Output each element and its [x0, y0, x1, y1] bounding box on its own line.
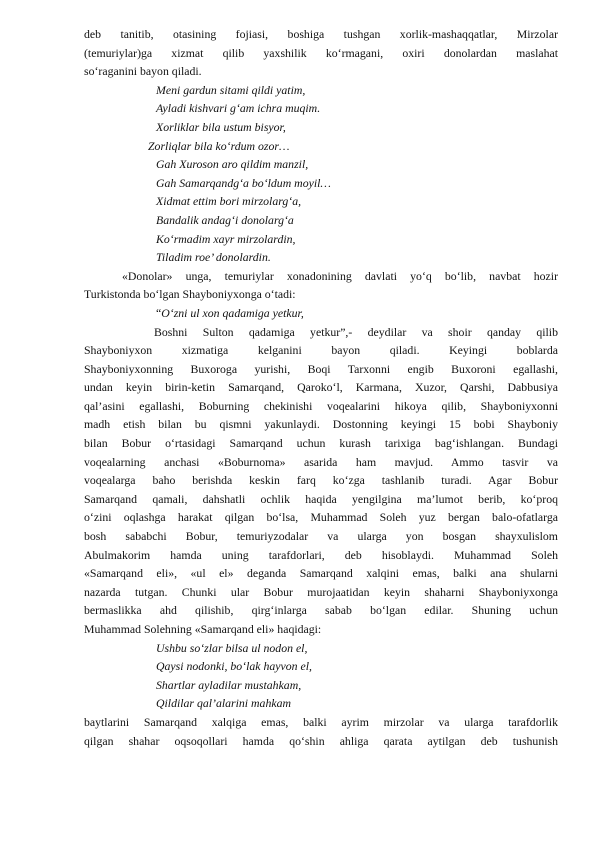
poem-stanza-2 [84, 639, 558, 713]
verse-line: Xorliklar bila ustum bisyor, [156, 119, 286, 134]
verse-line: Qildilar qal’alarini mahkam [156, 696, 292, 711]
verse-line: Gah Samarqandg‘a bo‘ldum moyil… [156, 175, 331, 190]
verse-line: Xidmat ettim bori mirzolarg‘a, [156, 194, 302, 209]
text-line: o‘zini oqlashga harakat qilgan bo‘lsa, Muhammad Soleh yuz bergan balo-ofatlarga [84, 510, 558, 525]
open-quote-mark: “ [156, 305, 162, 320]
text-line: Turkistonda bo‘lgan Shayboniyxonga o‘tadi: [84, 287, 296, 302]
text-line: bosh sababchi Bobur, temuriyzodalar va ularga yon bosgan shayxulislom [84, 529, 558, 544]
text-line: nazarda tutgan. Chunki ular Bobur murojaatidan keyin shaharni Shayboniyxonga [84, 584, 558, 599]
text-line: bilan Bobur o‘rtasidagi Samarqand uchun kurash tarixiga bag‘ishlangan. Bundagi [84, 436, 558, 451]
text-line: Shayboniyxonning Buxoroga yurishi, Boqi Tarxonni engib Buxoroni egallashi, [84, 361, 558, 376]
text-line: deb tanitib, otasining fojiasi, boshiga tushgan xorlik-mashaqqatlar, Mirzolar [84, 27, 558, 41]
poem-stanza-1 [84, 81, 558, 267]
text-line: Boshni Sulton qadamiga yetkur”,- deydilar va shoir qanday qilib [154, 324, 558, 339]
page-body [84, 25, 558, 750]
text-line: Samarqand qamali, dahshatli ochlik haqida yengilgina ma’lumot berib, ko‘proq [84, 491, 558, 506]
verse-line: Gah Xuroson aro qildim manzil, [156, 157, 309, 172]
text-line: so‘raganini bayon qiladi. [84, 64, 202, 79]
text-line: voqealarga baho berishda keskin farq ko‘zga tashlanib turadi. Agar Bobur [84, 473, 558, 488]
quote-verse-text: O‘zni ul xon qadamiga yetkur, [161, 305, 304, 320]
paragraph-main [84, 323, 558, 639]
text-line: bermaslikka ahd qilishib, qirg‘inlarga sabab bo‘lgan edilar. Shuning uchun [84, 603, 558, 618]
verse-line: Shartlar ayladilar mustahkam, [156, 677, 302, 692]
text-line: Shayboniyxon xizmatiga kelganini bayon qiladi. Keyingi boblarda [84, 343, 558, 358]
text-line: undan keyin birin-ketin Samarqand, Qarokо‘l, Karmana, Xuzor, Qarshi, Dabbusiya [84, 380, 558, 395]
paragraph-closing [84, 713, 558, 750]
paragraph-intro [84, 25, 558, 81]
paragraph-donolar [84, 267, 558, 304]
text-line: Abulmakorim hamda uning tarafdorlari, deb hisoblaydi. Muhammad Soleh [84, 547, 558, 562]
verse-line: Qaysi nodonki, bo‘lak hayvon el, [156, 659, 312, 674]
text-line: baytlarini Samarqand xalqiga emas, balki ayrim mirzolar va ularga tarafdorlik [84, 714, 558, 729]
text-line: Muhammad Solehning «Samarqand eli» haqidagi: [84, 622, 322, 636]
text-line: «Samarqand eli», «ul el» deganda Samarqand xalqini emas, balki ana shularni [84, 566, 558, 581]
verse-line: Meni gardun sitami qildi yatim, [156, 82, 306, 97]
verse-line: Zorliqlar bila ko‘rdum ozor… [148, 138, 290, 153]
text-line: madh etish bilan bu qismni yakunlaydi. Dostonning keyingi 15 bobi Shayboniy [84, 417, 558, 432]
quote-verse-line [84, 304, 558, 323]
text-line: «Donolar» unga, temuriylar xonadonining davlati yo‘q bo‘lib, navbat hozir [122, 268, 558, 283]
verse-line: Tiladim roe’ donolardin. [156, 250, 271, 265]
text-line: qilgan shahar oqsoqollari hamda qo‘shin ahliga qarata aytilgan deb tushunish [84, 733, 558, 748]
verse-line: Ayladi kishvari g‘am ichra muqim. [156, 101, 321, 116]
verse-line: Ushbu so‘zlar bilsa ul nodon el, [156, 640, 308, 655]
verse-line: Ko‘rmadim xayr mirzolardin, [156, 231, 296, 246]
text-line: qal’asini egallashi, Boburning chekinishi voqealarini hikoya qilib, Shayboniyxonni [84, 398, 558, 413]
text-line: voqealarning anchasi «Boburnoma» asarida ham mavjud. Ammo tasvir va [84, 454, 558, 469]
verse-line: Bandalik andag‘i donolarg‘a [156, 212, 294, 227]
text-line: (temuriylar)ga xizmat qilib yaxshilik ko‘rmagani, oxiri donolardan maslahat [84, 45, 558, 60]
